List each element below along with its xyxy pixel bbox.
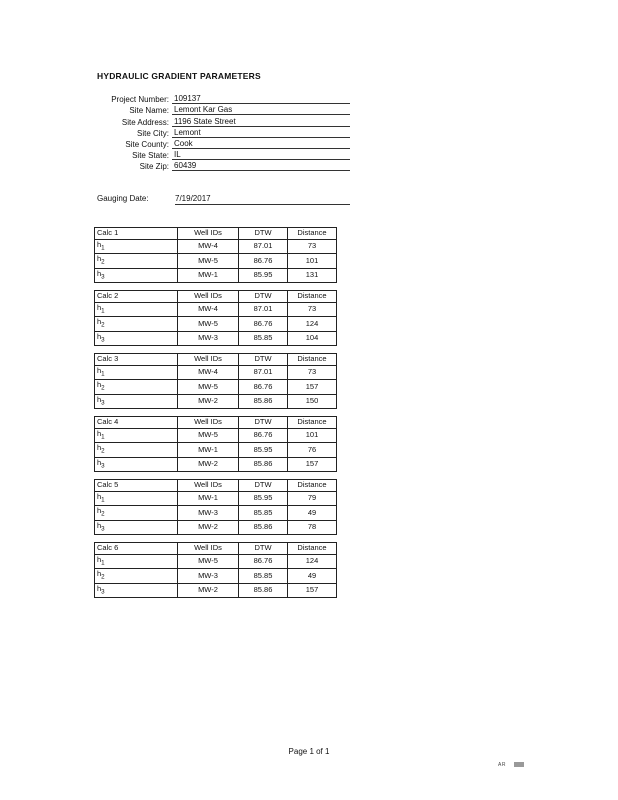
well-id: MW-3 bbox=[178, 331, 239, 346]
distance-value: 124 bbox=[288, 317, 337, 332]
dtw-value: 85.86 bbox=[239, 583, 288, 598]
site-county-value: Cook bbox=[172, 139, 350, 149]
table-row bbox=[95, 428, 337, 443]
distance-value: 131 bbox=[288, 268, 337, 283]
calc-name: Calc 3 bbox=[95, 354, 178, 366]
field-label: Site State: bbox=[132, 151, 169, 161]
field-label: Site County: bbox=[125, 139, 169, 149]
head-label: $h_3$ bbox=[95, 394, 178, 409]
well-ids-header: Well IDs bbox=[178, 543, 239, 555]
dtw-value: 87.01 bbox=[239, 365, 288, 380]
project-number-row bbox=[96, 93, 350, 104]
distance-value: 124 bbox=[288, 554, 337, 569]
calc-header-row bbox=[95, 543, 337, 555]
site-zip-row bbox=[96, 160, 350, 171]
distance-header: Distance bbox=[288, 417, 337, 429]
calc-header-row bbox=[95, 228, 337, 240]
dtw-value: 86.76 bbox=[239, 554, 288, 569]
site-county-row bbox=[96, 138, 350, 149]
dtw-value: 85.85 bbox=[239, 331, 288, 346]
field-label: Site City: bbox=[136, 128, 169, 138]
well-ids-header: Well IDs bbox=[178, 228, 239, 240]
dtw-value: 85.86 bbox=[239, 457, 288, 472]
gauging-date-label: Gauging Date: bbox=[97, 194, 149, 203]
table-row bbox=[95, 268, 337, 283]
head-label: $h_3$ bbox=[95, 268, 178, 283]
dtw-value: 86.76 bbox=[239, 254, 288, 269]
well-id: MW-2 bbox=[178, 583, 239, 598]
site-city-row bbox=[96, 127, 350, 138]
gauging-date-value: 7/19/2017 bbox=[175, 194, 350, 205]
dtw-value: 86.76 bbox=[239, 428, 288, 443]
field-label: Project Number: bbox=[111, 95, 169, 105]
head-label: $h_3$ bbox=[95, 457, 178, 472]
well-id: MW-4 bbox=[178, 239, 239, 254]
calc-table-5 bbox=[94, 479, 337, 535]
well-id: MW-4 bbox=[178, 302, 239, 317]
table-row bbox=[95, 554, 337, 569]
head-label: $h_2$ bbox=[95, 380, 178, 395]
document-title: HYDRAULIC GRADIENT PARAMETERS bbox=[97, 71, 261, 81]
dtw-value: 85.85 bbox=[239, 569, 288, 584]
calc-name: Calc 1 bbox=[95, 228, 178, 240]
distance-header: Distance bbox=[288, 354, 337, 366]
distance-value: 104 bbox=[288, 331, 337, 346]
dtw-value: 87.01 bbox=[239, 239, 288, 254]
calc-header-row bbox=[95, 417, 337, 429]
distance-value: 79 bbox=[288, 491, 337, 506]
well-id: MW-1 bbox=[178, 443, 239, 458]
corner-mark-box bbox=[514, 762, 524, 767]
well-id: MW-2 bbox=[178, 394, 239, 409]
well-ids-header: Well IDs bbox=[178, 291, 239, 303]
page-number: Page 1 of 1 bbox=[288, 747, 330, 756]
well-ids-header: Well IDs bbox=[178, 480, 239, 492]
distance-value: 150 bbox=[288, 394, 337, 409]
dtw-value: 87.01 bbox=[239, 302, 288, 317]
field-label: Site Name: bbox=[129, 106, 169, 116]
calc-header-row bbox=[95, 291, 337, 303]
dtw-header: DTW bbox=[239, 480, 288, 492]
site-zip-value: 60439 bbox=[172, 161, 350, 171]
distance-value: 73 bbox=[288, 365, 337, 380]
well-id: MW-5 bbox=[178, 317, 239, 332]
dtw-header: DTW bbox=[239, 354, 288, 366]
table-row bbox=[95, 331, 337, 346]
calc-table-3 bbox=[94, 353, 337, 409]
well-id: MW-3 bbox=[178, 569, 239, 584]
table-row bbox=[95, 457, 337, 472]
table-row bbox=[95, 380, 337, 395]
site-state-value: IL bbox=[172, 150, 350, 160]
table-row bbox=[95, 569, 337, 584]
table-row bbox=[95, 365, 337, 380]
dtw-value: 85.95 bbox=[239, 268, 288, 283]
head-label: $h_2$ bbox=[95, 254, 178, 269]
head-label: $h_3$ bbox=[95, 583, 178, 598]
well-id: MW-5 bbox=[178, 554, 239, 569]
table-row bbox=[95, 583, 337, 598]
table-row bbox=[95, 394, 337, 409]
head-label: $h_3$ bbox=[95, 520, 178, 535]
dtw-header: DTW bbox=[239, 543, 288, 555]
calc-name: Calc 5 bbox=[95, 480, 178, 492]
table-row bbox=[95, 239, 337, 254]
dtw-header: DTW bbox=[239, 228, 288, 240]
distance-header: Distance bbox=[288, 543, 337, 555]
table-row bbox=[95, 520, 337, 535]
calc-name: Calc 6 bbox=[95, 543, 178, 555]
gauging-date-row bbox=[97, 194, 350, 205]
corner-mark-text: AR bbox=[498, 762, 506, 768]
distance-value: 101 bbox=[288, 428, 337, 443]
distance-value: 73 bbox=[288, 239, 337, 254]
head-label: $h_2$ bbox=[95, 506, 178, 521]
site-info bbox=[96, 93, 350, 171]
head-label: $h_2$ bbox=[95, 443, 178, 458]
head-label: $h_1$ bbox=[95, 428, 178, 443]
well-id: MW-1 bbox=[178, 491, 239, 506]
well-id: MW-2 bbox=[178, 520, 239, 535]
distance-value: 157 bbox=[288, 457, 337, 472]
well-id: MW-1 bbox=[178, 268, 239, 283]
head-label: $h_1$ bbox=[95, 302, 178, 317]
calc-name: Calc 4 bbox=[95, 417, 178, 429]
distance-value: 101 bbox=[288, 254, 337, 269]
calc-table-1 bbox=[94, 227, 337, 283]
distance-value: 76 bbox=[288, 443, 337, 458]
table-row bbox=[95, 254, 337, 269]
field-label: Site Address: bbox=[121, 117, 169, 127]
dtw-value: 85.85 bbox=[239, 506, 288, 521]
calc-table-6 bbox=[94, 542, 337, 598]
dtw-value: 85.95 bbox=[239, 443, 288, 458]
distance-value: 157 bbox=[288, 583, 337, 598]
distance-header: Distance bbox=[288, 480, 337, 492]
distance-value: 49 bbox=[288, 569, 337, 584]
site-name-value: Lemont Kar Gas bbox=[172, 105, 350, 115]
dtw-header: DTW bbox=[239, 417, 288, 429]
head-label: $h_2$ bbox=[95, 569, 178, 584]
corner-mark bbox=[498, 762, 524, 768]
site-name-row bbox=[96, 104, 350, 115]
dtw-header: DTW bbox=[239, 291, 288, 303]
dtw-value: 85.86 bbox=[239, 394, 288, 409]
well-id: MW-3 bbox=[178, 506, 239, 521]
dtw-value: 86.76 bbox=[239, 380, 288, 395]
head-label: $h_1$ bbox=[95, 365, 178, 380]
well-ids-header: Well IDs bbox=[178, 417, 239, 429]
head-label: $h_1$ bbox=[95, 554, 178, 569]
table-row bbox=[95, 443, 337, 458]
distance-header: Distance bbox=[288, 291, 337, 303]
calc-table-4 bbox=[94, 416, 337, 472]
well-id: MW-4 bbox=[178, 365, 239, 380]
site-address-value: 1196 State Street bbox=[172, 117, 350, 127]
site-state-row bbox=[96, 149, 350, 160]
calc-table-2 bbox=[94, 290, 337, 346]
calc-header-row bbox=[95, 354, 337, 366]
head-label: $h_1$ bbox=[95, 491, 178, 506]
calc-name: Calc 2 bbox=[95, 291, 178, 303]
well-id: MW-5 bbox=[178, 428, 239, 443]
distance-value: 78 bbox=[288, 520, 337, 535]
well-ids-header: Well IDs bbox=[178, 354, 239, 366]
distance-value: 73 bbox=[288, 302, 337, 317]
table-row bbox=[95, 317, 337, 332]
table-row bbox=[95, 491, 337, 506]
project-number-value: 109137 bbox=[172, 94, 350, 104]
field-label: Site Zip: bbox=[139, 162, 169, 172]
dtw-value: 85.95 bbox=[239, 491, 288, 506]
head-label: $h_2$ bbox=[95, 317, 178, 332]
head-label: $h_3$ bbox=[95, 331, 178, 346]
calc-header-row bbox=[95, 480, 337, 492]
dtw-value: 86.76 bbox=[239, 317, 288, 332]
head-label: $h_1$ bbox=[95, 239, 178, 254]
dtw-value: 85.86 bbox=[239, 520, 288, 535]
distance-value: 157 bbox=[288, 380, 337, 395]
well-id: MW-5 bbox=[178, 254, 239, 269]
distance-value: 49 bbox=[288, 506, 337, 521]
table-row bbox=[95, 302, 337, 317]
site-city-value: Lemont bbox=[172, 128, 350, 138]
site-address-row bbox=[96, 115, 350, 126]
distance-header: Distance bbox=[288, 228, 337, 240]
well-id: MW-2 bbox=[178, 457, 239, 472]
well-id: MW-5 bbox=[178, 380, 239, 395]
table-row bbox=[95, 506, 337, 521]
